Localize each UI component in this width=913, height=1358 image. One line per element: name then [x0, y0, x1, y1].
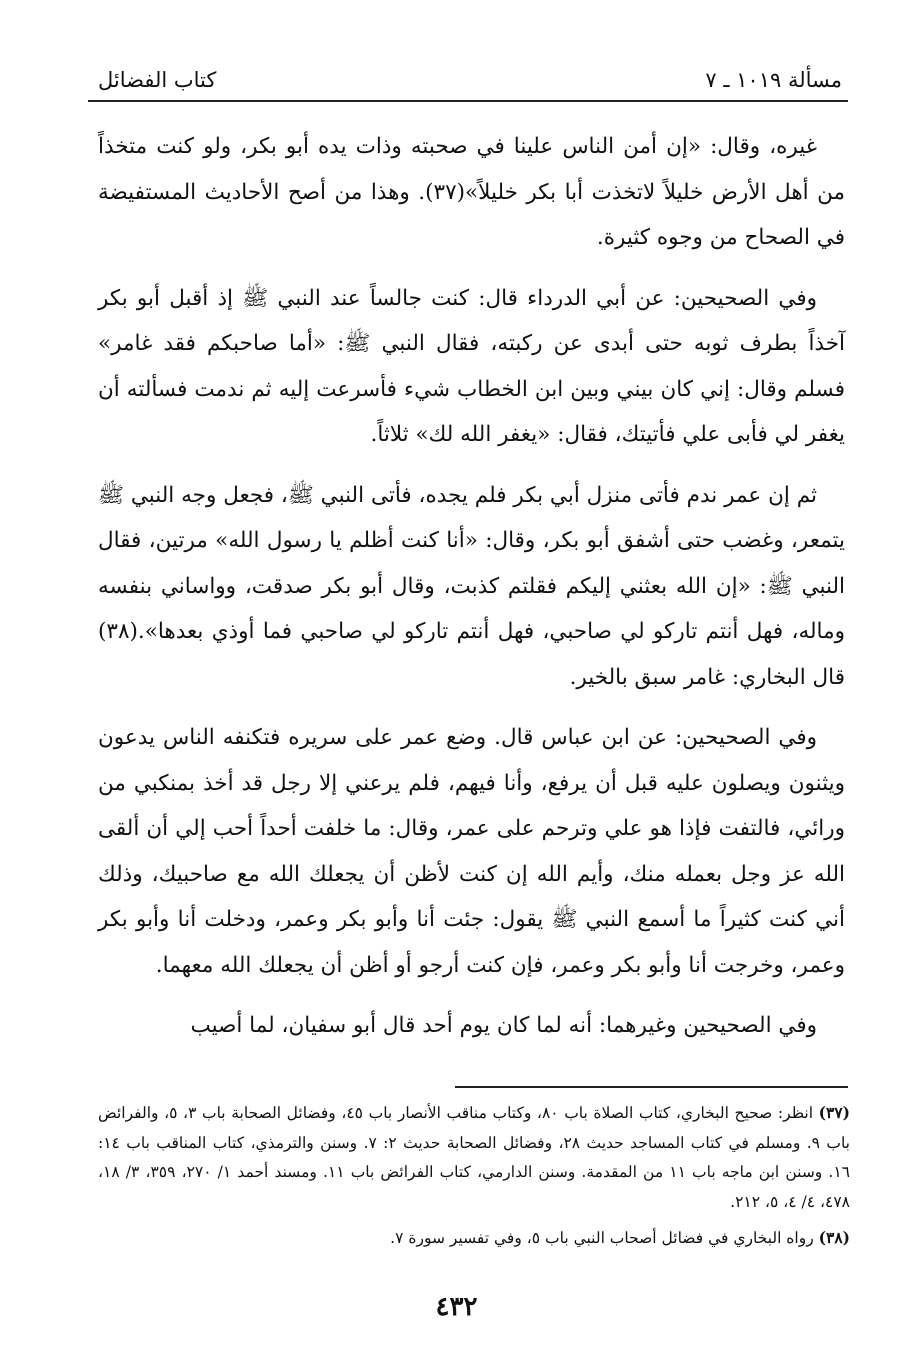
- footnote-number: (٣٧): [818, 1103, 850, 1122]
- paragraph: ثم إن عمر ندم فأتى منزل أبي بكر فلم يجده، فأتى النبي ﷺ، فجعل وجه النبي ﷺ يتمعر، وغضب حتى أشفق أبو بكر، وقال: «أنا كنت أظلم يا رسول الله» مرتين، فقال النبي ﷺ: «إن الله بعثني إليكم فقلتم كذبت، وقال أبو بكر صدقت، وواساني بنفسه وماله، فهل أنتم تاركو لي صاحبي، فهل أنتم تاركو لي صاحبي فما أوذي بعدها».(٣٨) قال البخاري: غامر سبق بالخير.: [98, 482, 845, 690]
- footnote-text: انظر: صحيح البخاري، كتاب الصلاة باب ٨٠، وكتاب مناقب الأنصار باب ٤٥، وفضائل الصحابة باب ٣، ٥، والفرائض باب ٩. ومسلم في كتاب المساجد حديث ٢٨، وفضائل الصحابة حديث ٢: ٧. وسنن والترمذي، كتاب المناقب باب ١٤: ١٦. وسنن ابن ماجه باب ١١ من المقدمة. وسنن الدارمي، كتاب الفرائض باب ١١. ومسند أحمد ١/ ٢٧٠، ٣٥٩، ٣/ ١٨، ٤٧٨، ٤/ ٤، ٥، ٢١٢.: [98, 1104, 851, 1211]
- paragraph: غيره، وقال: «إن أمن الناس علينا في صحبته وذات يده أبو بكر، ولو كنت متخذاً من أهل الأرض خليلاً لاتخذت أبا بكر خليلاً»(٣٧). وهذا من أصح الأحاديث المستفيضة في الصحاح من وجوه كثيرة.: [98, 134, 845, 250]
- paragraph: وفي الصحيحين وغيرهما: أنه لما كان يوم أحد قال أبو سفيان، لما أصيب: [190, 1013, 817, 1038]
- footnote: [98, 1098, 850, 1217]
- footnote-number: (٣٨): [818, 1228, 850, 1247]
- paragraph: وفي الصحيحين: عن ابن عباس قال. وضع عمر على سريره فتكنفه الناس يدعون ويثنون ويصلون عليه قبل أن يرفع، وأنا فيهم، فلم يرعني إلا رجل قد أخذ بمنكبي من ورائي، فالتفت فإذا هو علي وترحم على عمر، وقال: ما خلفت أحداً أحب إلي أن ألقى الله عز وجل بعمله منك، وأيم الله إن كنت لأظن أن يجعلك الله مع صاحبيك، وذلك أني كنت كثيراً ما أسمع النبي ﷺ يقول: جئت أنا وأبو بكر وعمر، ودخلت أنا وأبو بكر وعمر، وخرجت أنا وأبو بكر وعمر، فإن كنت أرجو أو أظن أن يجعلك الله معهما.: [98, 725, 845, 978]
- footnotes: [98, 1098, 850, 1260]
- paragraph: وفي الصحيحين: عن أبي الدرداء قال: كنت جالساً عند النبي ﷺ إذ أقبل أبو بكر آخذاً بطرف ثوبه حتى أبدى عن ركبته، فقال النبي ﷺ: «أما صاحبكم فقد غامر» فسلم وقال: إني كان بيني وبين ابن الخطاب شيء فأسرعت إليه ثم ندمت فسألته أن يغفر لي فأبى علي فأتيتك، فقال: «يغفر الله لك» ثلاثاً.: [98, 285, 845, 447]
- section-label: مسألة ١٠١٩ ـ ٧: [705, 68, 842, 92]
- footnote-divider: [455, 1086, 848, 1088]
- running-header: [88, 64, 848, 102]
- page-number: ٤٣٢: [435, 1292, 478, 1322]
- running-title: كتاب الفضائل: [98, 68, 217, 92]
- footnote: [98, 1223, 850, 1254]
- footnote-text: رواه البخاري في فضائل أصحاب النبي باب ٥، وفي تفسير سورة ٧.: [390, 1229, 814, 1247]
- main-text: [98, 124, 845, 1064]
